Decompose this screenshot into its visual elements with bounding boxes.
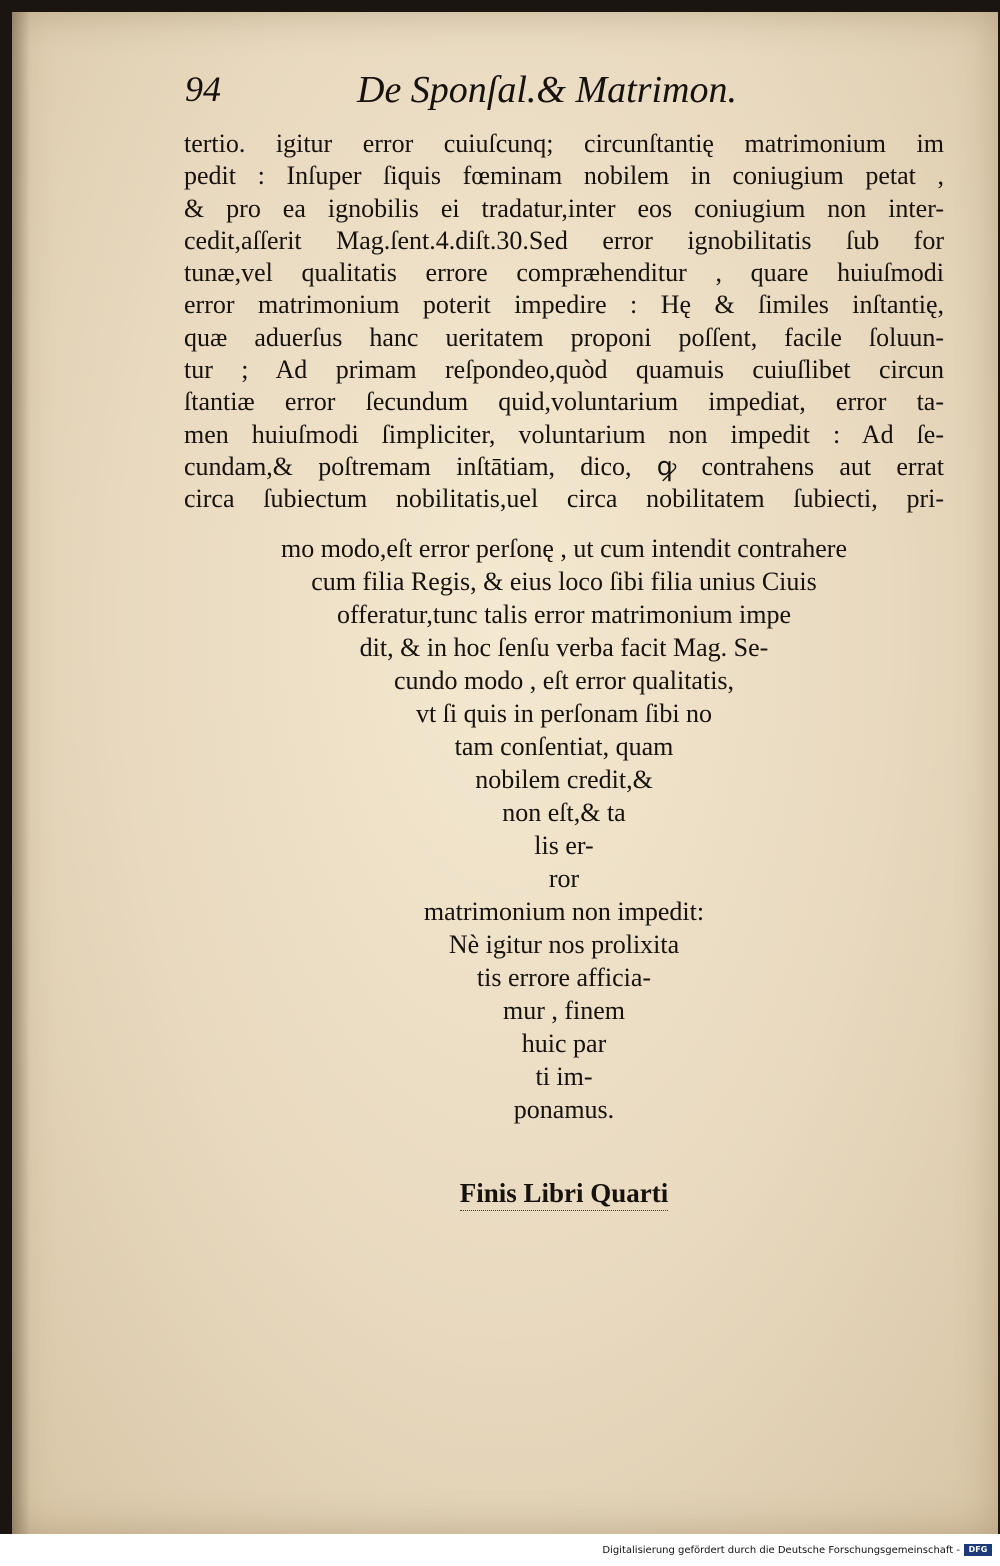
text-line: tunæ,vel qualitatis errore compræhenditur , quare huiuſmodi [184, 258, 944, 288]
running-title: De Sponſal.& Matrimon. [357, 69, 737, 111]
text-line: & pro ea ignobilis ei tradatur,inter eos coniugium non inter- [184, 193, 944, 223]
text-line: cundam,& poſtremam inſtātiam, dico, ꝙ contrahens aut errat [184, 451, 944, 481]
funding-credit: Digitalisierung gefördert durch die Deutsche Forschungsgemeinschaft - [602, 1545, 960, 1556]
body-paragraph [184, 128, 944, 516]
taper-line: dit, & in hoc ſenſu verba facit Mag. Se- [359, 633, 769, 662]
dfg-logo-icon: DFG [964, 1544, 992, 1556]
text-line: cedit,aſſerit Mag.ſent.4.diſt.30.Sed error ignobilitatis ſub for [184, 225, 944, 255]
taper-line: tam conſentiat, quam [454, 732, 674, 761]
taper-line: cundo modo , eſt error qualitatis, [393, 666, 735, 695]
text-line: error matrimonium poterit impedire : Hę & ſimiles inſtantię, [184, 290, 944, 320]
taper-line: offeratur,tunc talis error matrimonium impe [336, 600, 792, 629]
text-line: ſtantiæ error ſecundum quid,voluntarium impediat, error ta- [184, 387, 944, 417]
text-line: circa ſubiectum nobilitatis,uel circa nobilitatem ſubiecti, pri- [184, 484, 944, 514]
page-number: 94 [185, 69, 221, 109]
running-head [185, 68, 945, 118]
taper-line: mur , finem [502, 996, 626, 1025]
taper-line: nobilem credit,& [475, 765, 653, 794]
taper-line: huic par [521, 1029, 607, 1058]
taper-line: ti im- [535, 1062, 593, 1091]
text-line: men huiuſmodi ſimpliciter, voluntarium non impedit : Ad ſe- [184, 419, 944, 449]
taper-line: cum filia Regis, & eius loco ſibi filia unius Ciuis [311, 567, 817, 596]
taper-line: tis errore afficia- [476, 963, 652, 992]
taper-line: ror [548, 864, 580, 893]
page-gutter-shadow [12, 12, 30, 1534]
taper-line: matrimonium non impedit: [423, 897, 705, 926]
text-line: pedit : Inſuper ſiquis fœminam nobilem in coniugium petat , [184, 161, 944, 191]
tapered-paragraph [184, 532, 944, 1126]
text-line: quæ aduerſus hanc ueritatem proponi poſſent, facile ſoluun- [184, 322, 944, 352]
taper-line: Nè igitur nos prolixita [448, 930, 680, 959]
taper-line: vt ſi quis in perſonam ſibi no [415, 699, 713, 728]
taper-line: mo modo,eſt error perſonę , ut cum intendit contrahere [280, 534, 848, 563]
text-line: tertio. igitur error cuiuſcunq; circunſtantię matrimonium im [184, 129, 944, 158]
taper-line: lis er- [534, 831, 594, 860]
text-line: tur ; Ad primam reſpondeo,quòd quamuis cuiuſlibet circun [184, 355, 944, 385]
taper-line: non eſt,& ta [502, 798, 626, 827]
finis-text: Finis Libri Quarti [460, 1178, 669, 1211]
taper-line: ponamus. [513, 1095, 615, 1124]
closing-line [184, 1178, 944, 1209]
